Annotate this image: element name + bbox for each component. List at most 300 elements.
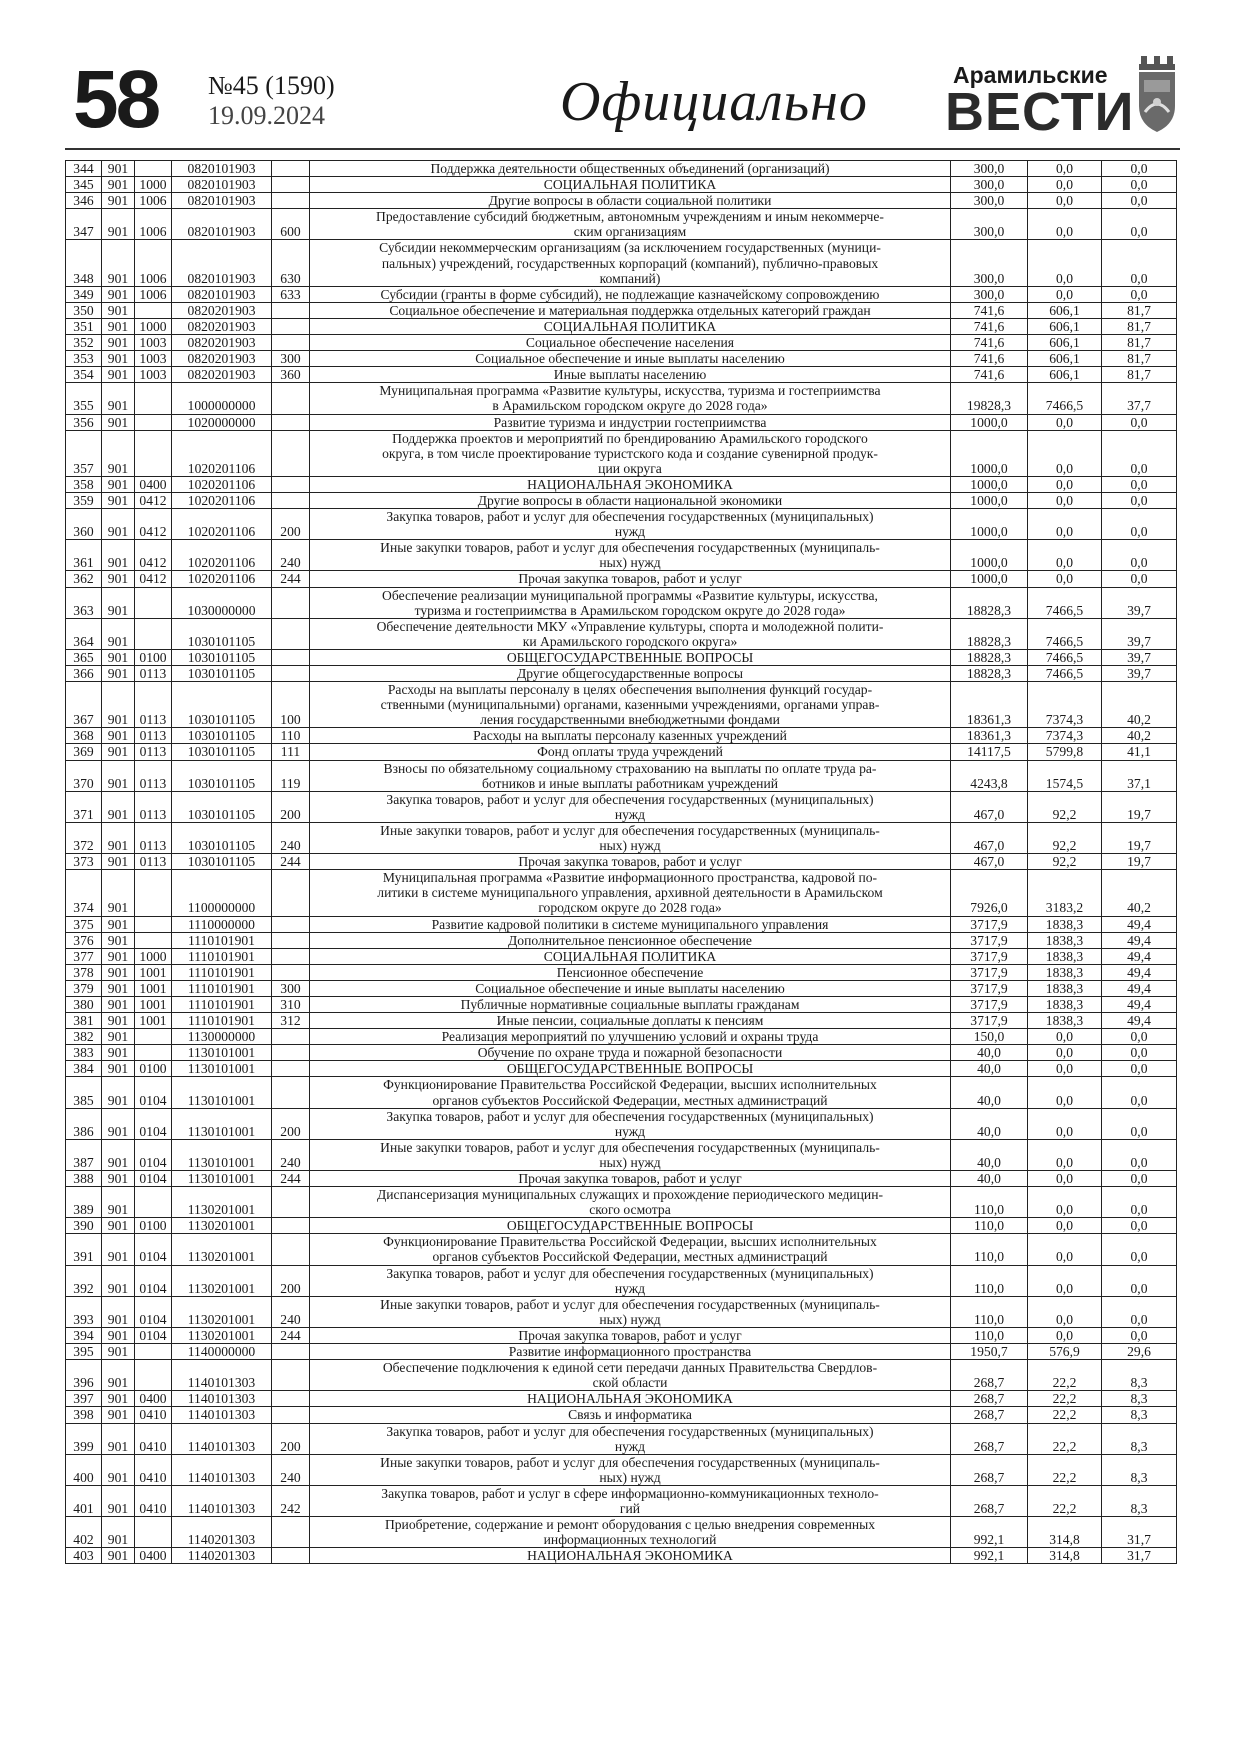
expense-type: 310 (272, 996, 310, 1012)
section-code: 0412 (135, 492, 172, 508)
section-code: 0113 (135, 682, 172, 728)
admin-code: 901 (102, 1454, 135, 1485)
row-number: 352 (66, 335, 102, 351)
executed-amount: 0,0 (1028, 1218, 1102, 1234)
planned-amount: 7926,0 (951, 870, 1028, 916)
section-code (135, 1360, 172, 1391)
expense-type (272, 587, 310, 618)
section-code: 1006 (135, 209, 172, 240)
target-code: 0820101903 (172, 209, 272, 240)
table-row (66, 980, 1177, 996)
expense-type (272, 1077, 310, 1108)
row-number: 345 (66, 177, 102, 193)
executed-amount: 92,2 (1028, 791, 1102, 822)
admin-code: 901 (102, 286, 135, 302)
planned-amount: 1000,0 (951, 509, 1028, 540)
row-description: Обеспечение реализации муниципальной программы «Развитие культуры, искусства, туризма и гостеприимства в Арамильском городском округе до 2028 года» (310, 587, 951, 618)
executed-amount: 7466,5 (1028, 587, 1102, 618)
execution-percent: 19,7 (1102, 854, 1177, 870)
admin-code: 901 (102, 1077, 135, 1108)
expense-type (272, 335, 310, 351)
table-row (66, 760, 1177, 791)
section-code: 1006 (135, 240, 172, 286)
executed-amount: 0,0 (1028, 1061, 1102, 1077)
expense-type: 100 (272, 682, 310, 728)
target-code: 1130201001 (172, 1265, 272, 1296)
execution-percent: 41,1 (1102, 744, 1177, 760)
execution-percent: 49,4 (1102, 1013, 1177, 1029)
planned-amount: 467,0 (951, 791, 1028, 822)
executed-amount: 0,0 (1028, 161, 1102, 177)
expense-type: 200 (272, 509, 310, 540)
table-row (66, 870, 1177, 916)
planned-amount: 18828,3 (951, 618, 1028, 649)
executed-amount: 0,0 (1028, 193, 1102, 209)
target-code: 1130201001 (172, 1234, 272, 1265)
execution-percent: 0,0 (1102, 540, 1177, 571)
admin-code: 901 (102, 492, 135, 508)
row-description: Иные закупки товаров, работ и услуг для обеспечения государственных (муниципаль- ных) нужд (310, 1139, 951, 1170)
admin-code: 901 (102, 822, 135, 853)
admin-code: 901 (102, 870, 135, 916)
planned-amount: 40,0 (951, 1077, 1028, 1108)
expense-type (272, 1045, 310, 1061)
planned-amount: 300,0 (951, 286, 1028, 302)
row-description: Иные закупки товаров, работ и услуг для обеспечения государственных (муниципаль- ных) нужд (310, 1296, 951, 1327)
expense-type: 200 (272, 1265, 310, 1296)
executed-amount: 0,0 (1028, 1077, 1102, 1108)
planned-amount: 1000,0 (951, 414, 1028, 430)
execution-percent: 0,0 (1102, 1077, 1177, 1108)
row-description: Социальное обеспечение и иные выплаты населению (310, 351, 951, 367)
target-code: 0820101903 (172, 161, 272, 177)
target-code: 0820201903 (172, 335, 272, 351)
row-description: Обеспечение деятельности МКУ «Управление культуры, спорта и молодежной полити- ки Арамильского городского округа» (310, 618, 951, 649)
execution-percent: 37,1 (1102, 760, 1177, 791)
expense-type: 200 (272, 1423, 310, 1454)
row-number: 402 (66, 1517, 102, 1548)
target-code: 1030101105 (172, 682, 272, 728)
executed-amount: 0,0 (1028, 240, 1102, 286)
header-divider (65, 148, 1180, 150)
section-code (135, 1045, 172, 1061)
section-code: 0113 (135, 822, 172, 853)
expense-type: 240 (272, 540, 310, 571)
executed-amount: 0,0 (1028, 540, 1102, 571)
execution-percent: 0,0 (1102, 1296, 1177, 1327)
table-row (66, 1548, 1177, 1564)
planned-amount: 1000,0 (951, 571, 1028, 587)
execution-percent: 0,0 (1102, 1218, 1177, 1234)
section-code: 0113 (135, 854, 172, 870)
executed-amount: 0,0 (1028, 177, 1102, 193)
expense-type: 110 (272, 728, 310, 744)
expense-type: 200 (272, 791, 310, 822)
execution-percent: 39,7 (1102, 666, 1177, 682)
row-description: СОЦИАЛЬНАЯ ПОЛИТИКА (310, 318, 951, 334)
section-code: 1001 (135, 996, 172, 1012)
row-description: Муниципальная программа «Развитие информационного пространства, кадровой по- литики в системе муниципального управления, архивной деятельности в Арамильском городском округе до 2028 года» (310, 870, 951, 916)
target-code: 1000000000 (172, 383, 272, 414)
admin-code: 901 (102, 1029, 135, 1045)
planned-amount: 40,0 (951, 1139, 1028, 1170)
row-number: 377 (66, 948, 102, 964)
executed-amount: 0,0 (1028, 430, 1102, 476)
execution-percent: 0,0 (1102, 1265, 1177, 1296)
executed-amount: 22,2 (1028, 1360, 1102, 1391)
planned-amount: 300,0 (951, 193, 1028, 209)
executed-amount: 3183,2 (1028, 870, 1102, 916)
row-number: 382 (66, 1029, 102, 1045)
planned-amount: 268,7 (951, 1454, 1028, 1485)
expense-type (272, 1360, 310, 1391)
planned-amount: 268,7 (951, 1391, 1028, 1407)
execution-percent: 8,3 (1102, 1485, 1177, 1516)
row-description: НАЦИОНАЛЬНАЯ ЭКОНОМИКА (310, 1548, 951, 1564)
row-description: Функционирование Правительства Российской Федерации, высших исполнительных органов субъектов Российской Федерации, местных администраций (310, 1234, 951, 1265)
table-row (66, 1360, 1177, 1391)
executed-amount: 1838,3 (1028, 996, 1102, 1012)
planned-amount: 741,6 (951, 367, 1028, 383)
section-code: 1003 (135, 351, 172, 367)
executed-amount: 1574,5 (1028, 760, 1102, 791)
row-description: Субсидии некоммерческим организациям (за исключением государственных (муници- пальных) учреждений, государственных корпораций (компаний), публично-правовых компаний) (310, 240, 951, 286)
planned-amount: 40,0 (951, 1171, 1028, 1187)
row-number: 381 (66, 1013, 102, 1029)
admin-code: 901 (102, 1360, 135, 1391)
row-number: 396 (66, 1360, 102, 1391)
row-number: 379 (66, 980, 102, 996)
table-row (66, 509, 1177, 540)
planned-amount: 992,1 (951, 1548, 1028, 1564)
section-code: 1003 (135, 367, 172, 383)
admin-code: 901 (102, 476, 135, 492)
row-number: 359 (66, 492, 102, 508)
expense-type: 119 (272, 760, 310, 791)
admin-code: 901 (102, 335, 135, 351)
section-code: 0400 (135, 1548, 172, 1564)
planned-amount: 110,0 (951, 1296, 1028, 1327)
planned-amount: 467,0 (951, 854, 1028, 870)
row-number: 390 (66, 1218, 102, 1234)
executed-amount: 0,0 (1028, 1171, 1102, 1187)
executed-amount: 576,9 (1028, 1344, 1102, 1360)
section-code: 1001 (135, 1013, 172, 1029)
planned-amount: 19828,3 (951, 383, 1028, 414)
executed-amount: 7374,3 (1028, 728, 1102, 744)
execution-percent: 0,0 (1102, 161, 1177, 177)
table-row (66, 540, 1177, 571)
row-description: Пенсионное обеспечение (310, 964, 951, 980)
execution-percent: 40,2 (1102, 870, 1177, 916)
row-description: Другие вопросы в области национальной экономики (310, 492, 951, 508)
row-description: Иные закупки товаров, работ и услуг для обеспечения государственных (муниципаль- ных) нужд (310, 822, 951, 853)
planned-amount: 3717,9 (951, 964, 1028, 980)
row-number: 365 (66, 649, 102, 665)
admin-code: 901 (102, 351, 135, 367)
table-row (66, 1108, 1177, 1139)
table-row (66, 996, 1177, 1012)
target-code: 1110101901 (172, 964, 272, 980)
table-row (66, 1171, 1177, 1187)
table-row (66, 1391, 1177, 1407)
planned-amount: 18361,3 (951, 682, 1028, 728)
section-code: 1001 (135, 964, 172, 980)
section-code (135, 1517, 172, 1548)
target-code: 1110101901 (172, 1013, 272, 1029)
execution-percent: 37,7 (1102, 383, 1177, 414)
execution-percent: 0,0 (1102, 414, 1177, 430)
row-description: Другие вопросы в области социальной политики (310, 193, 951, 209)
planned-amount: 18361,3 (951, 728, 1028, 744)
expense-type (272, 1517, 310, 1548)
expense-type (272, 193, 310, 209)
row-description: Фонд оплаты труда учреждений (310, 744, 951, 760)
table-row (66, 492, 1177, 508)
executed-amount: 0,0 (1028, 1265, 1102, 1296)
target-code: 1030101105 (172, 618, 272, 649)
expense-type: 600 (272, 209, 310, 240)
row-description: Предоставление субсидий бюджетным, автономным учреждениям и иным некоммерче- ским организациям (310, 209, 951, 240)
execution-percent: 39,7 (1102, 587, 1177, 618)
admin-code: 901 (102, 367, 135, 383)
admin-code: 901 (102, 1234, 135, 1265)
target-code: 0820201903 (172, 318, 272, 334)
admin-code: 901 (102, 1548, 135, 1564)
row-description: Иные закупки товаров, работ и услуг для обеспечения государственных (муниципаль- ных) нужд (310, 1454, 951, 1485)
table-row (66, 240, 1177, 286)
section-code: 1003 (135, 335, 172, 351)
section-code (135, 916, 172, 932)
row-description: Приобретение, содержание и ремонт оборудования с целью внедрения современных информационных технологий (310, 1517, 951, 1548)
executed-amount: 606,1 (1028, 335, 1102, 351)
row-description: Публичные нормативные социальные выплаты гражданам (310, 996, 951, 1012)
target-code: 1140000000 (172, 1344, 272, 1360)
expense-type (272, 964, 310, 980)
admin-code: 901 (102, 854, 135, 870)
admin-code: 901 (102, 209, 135, 240)
issue-date: 19.09.2024 (208, 101, 325, 130)
row-number: 387 (66, 1139, 102, 1170)
table-row (66, 932, 1177, 948)
target-code: 1020000000 (172, 414, 272, 430)
admin-code: 901 (102, 932, 135, 948)
expense-type (272, 618, 310, 649)
table-row (66, 414, 1177, 430)
section-code (135, 870, 172, 916)
row-description: Расходы на выплаты персоналу казенных учреждений (310, 728, 951, 744)
target-code: 1020201106 (172, 571, 272, 587)
row-number: 347 (66, 209, 102, 240)
planned-amount: 3717,9 (951, 996, 1028, 1012)
row-number: 368 (66, 728, 102, 744)
planned-amount: 467,0 (951, 822, 1028, 853)
execution-percent: 49,4 (1102, 996, 1177, 1012)
target-code: 1030101105 (172, 760, 272, 791)
expense-type: 630 (272, 240, 310, 286)
expense-type (272, 916, 310, 932)
target-code: 1110101901 (172, 932, 272, 948)
section-code: 0400 (135, 476, 172, 492)
table-row (66, 1029, 1177, 1045)
row-number: 398 (66, 1407, 102, 1423)
admin-code: 901 (102, 1218, 135, 1234)
target-code: 1140101303 (172, 1407, 272, 1423)
execution-percent: 29,6 (1102, 1344, 1177, 1360)
target-code: 0820201903 (172, 367, 272, 383)
row-description: Взносы по обязательному социальному страхованию на выплаты по оплате труда ра- ботников и иные выплаты работникам учреждений (310, 760, 951, 791)
expense-type (272, 1234, 310, 1265)
section-code: 0100 (135, 1061, 172, 1077)
row-description: Прочая закупка товаров, работ и услуг (310, 571, 951, 587)
admin-code: 901 (102, 649, 135, 665)
target-code: 1130101001 (172, 1045, 272, 1061)
target-code: 1030101105 (172, 666, 272, 682)
section-code: 1006 (135, 286, 172, 302)
planned-amount: 1000,0 (951, 430, 1028, 476)
execution-percent: 0,0 (1102, 571, 1177, 587)
row-number: 399 (66, 1423, 102, 1454)
table-row (66, 367, 1177, 383)
section-code: 0104 (135, 1171, 172, 1187)
section-code (135, 1344, 172, 1360)
expense-type: 244 (272, 1327, 310, 1343)
execution-percent: 49,4 (1102, 948, 1177, 964)
table-row (66, 666, 1177, 682)
section-code (135, 430, 172, 476)
executed-amount: 0,0 (1028, 286, 1102, 302)
executed-amount: 0,0 (1028, 1296, 1102, 1327)
section-code: 0113 (135, 791, 172, 822)
row-number: 362 (66, 571, 102, 587)
admin-code: 901 (102, 587, 135, 618)
row-description: Иные закупки товаров, работ и услуг для обеспечения государственных (муниципаль- ных) нужд (310, 540, 951, 571)
row-number: 376 (66, 932, 102, 948)
admin-code: 901 (102, 1139, 135, 1170)
row-description: Обучение по охране труда и пожарной безопасности (310, 1045, 951, 1061)
execution-percent: 0,0 (1102, 286, 1177, 302)
admin-code: 901 (102, 1013, 135, 1029)
expense-type: 242 (272, 1485, 310, 1516)
expense-type: 240 (272, 1454, 310, 1485)
planned-amount: 18828,3 (951, 649, 1028, 665)
row-number: 367 (66, 682, 102, 728)
admin-code: 901 (102, 1171, 135, 1187)
executed-amount: 0,0 (1028, 1187, 1102, 1218)
execution-percent: 8,3 (1102, 1360, 1177, 1391)
admin-code: 901 (102, 1187, 135, 1218)
expense-type (272, 932, 310, 948)
target-code: 1130101001 (172, 1139, 272, 1170)
planned-amount: 110,0 (951, 1187, 1028, 1218)
target-code: 1020201106 (172, 476, 272, 492)
executed-amount: 7466,5 (1028, 649, 1102, 665)
section-code: 0104 (135, 1139, 172, 1170)
target-code: 1020201106 (172, 430, 272, 476)
row-number: 403 (66, 1548, 102, 1564)
row-number: 371 (66, 791, 102, 822)
row-description: Дополнительное пенсионное обеспечение (310, 932, 951, 948)
admin-code: 901 (102, 728, 135, 744)
row-number: 357 (66, 430, 102, 476)
row-description: СОЦИАЛЬНАЯ ПОЛИТИКА (310, 948, 951, 964)
execution-percent: 8,3 (1102, 1391, 1177, 1407)
admin-code: 901 (102, 916, 135, 932)
row-description: Развитие туризма и индустрии гостеприимства (310, 414, 951, 430)
row-description: Реализация мероприятий по улучшению условий и охраны труда (310, 1029, 951, 1045)
section-code: 1000 (135, 318, 172, 334)
row-number: 383 (66, 1045, 102, 1061)
target-code: 0820101903 (172, 240, 272, 286)
execution-percent: 31,7 (1102, 1517, 1177, 1548)
planned-amount: 14117,5 (951, 744, 1028, 760)
table-row (66, 318, 1177, 334)
admin-code: 901 (102, 1423, 135, 1454)
execution-percent: 8,3 (1102, 1407, 1177, 1423)
execution-percent: 0,0 (1102, 476, 1177, 492)
target-code: 1140201303 (172, 1548, 272, 1564)
target-code: 1030101105 (172, 728, 272, 744)
table-row (66, 383, 1177, 414)
expense-type: 200 (272, 1108, 310, 1139)
admin-code: 901 (102, 744, 135, 760)
table-row (66, 618, 1177, 649)
table-row (66, 286, 1177, 302)
expense-type (272, 161, 310, 177)
planned-amount: 1000,0 (951, 492, 1028, 508)
table-row (66, 1296, 1177, 1327)
table-row (66, 964, 1177, 980)
row-number: 386 (66, 1108, 102, 1139)
page-number: 58 (73, 54, 159, 145)
row-number: 375 (66, 916, 102, 932)
target-code: 0820201903 (172, 351, 272, 367)
table-row (66, 744, 1177, 760)
table-row (66, 1485, 1177, 1516)
target-code: 1140101303 (172, 1391, 272, 1407)
target-code: 1110101901 (172, 948, 272, 964)
execution-percent: 0,0 (1102, 1187, 1177, 1218)
executed-amount: 1838,3 (1028, 948, 1102, 964)
expense-type (272, 383, 310, 414)
expense-type: 633 (272, 286, 310, 302)
section-code (135, 618, 172, 649)
execution-percent: 0,0 (1102, 1171, 1177, 1187)
planned-amount: 741,6 (951, 318, 1028, 334)
admin-code: 901 (102, 302, 135, 318)
section-code: 0100 (135, 649, 172, 665)
row-description: Прочая закупка товаров, работ и услуг (310, 854, 951, 870)
table-row (66, 351, 1177, 367)
row-number: 389 (66, 1187, 102, 1218)
execution-percent: 8,3 (1102, 1423, 1177, 1454)
section-code: 0410 (135, 1407, 172, 1423)
executed-amount: 0,0 (1028, 1139, 1102, 1170)
page-header (65, 54, 1180, 146)
table-row (66, 177, 1177, 193)
planned-amount: 741,6 (951, 335, 1028, 351)
table-body (66, 161, 1177, 1564)
row-description: Развитие кадровой политики в системе муниципального управления (310, 916, 951, 932)
row-description: Расходы на выплаты персоналу в целях обеспечения выполнения функций государ- ственными (муниципальными) органами, казенными учреждениями, органами управ- ления государственными внебюджетными фондами (310, 682, 951, 728)
executed-amount: 7466,5 (1028, 666, 1102, 682)
row-description: Субсидии (гранты в форме субсидий), не подлежащие казначейскому сопровождению (310, 286, 951, 302)
table-row (66, 791, 1177, 822)
target-code: 1130201001 (172, 1187, 272, 1218)
admin-code: 901 (102, 1485, 135, 1516)
row-number: 374 (66, 870, 102, 916)
execution-percent: 0,0 (1102, 209, 1177, 240)
